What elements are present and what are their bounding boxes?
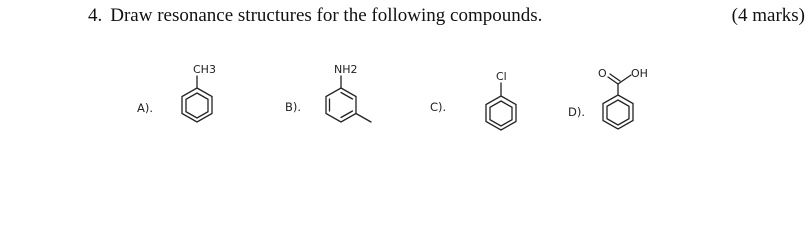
compound-d-carbonyl-o: O (598, 67, 607, 80)
part-b-label: B). (285, 100, 302, 114)
compound-b-toluidine (326, 63, 371, 122)
methyl-bond (356, 114, 371, 123)
part-a-label: A). (137, 101, 154, 115)
compound-d-hydroxyl: OH (631, 67, 648, 80)
benzene-ring-icon (603, 95, 633, 129)
benzene-ring-icon (486, 96, 516, 130)
compound-c-substituent: Cl (496, 70, 507, 83)
part-c-label: C). (430, 100, 447, 114)
benzene-ring-icon (182, 88, 212, 122)
compound-a-toluene (182, 63, 216, 122)
question-prompt: Draw resonance structures for the following compounds. (110, 5, 543, 26)
hydroxyl-bond (618, 75, 631, 84)
marks-label: (4 marks) (731, 5, 805, 26)
benzene-ring-icon (326, 88, 356, 122)
compound-b-substituent: NH2 (334, 63, 358, 76)
compound-d-benzoic-acid (598, 67, 648, 129)
part-d-label: D). (568, 105, 585, 119)
question-number: 4. (88, 5, 103, 26)
compound-c-chlorobenzene (486, 70, 516, 130)
compound-a-substituent: CH3 (193, 63, 216, 76)
